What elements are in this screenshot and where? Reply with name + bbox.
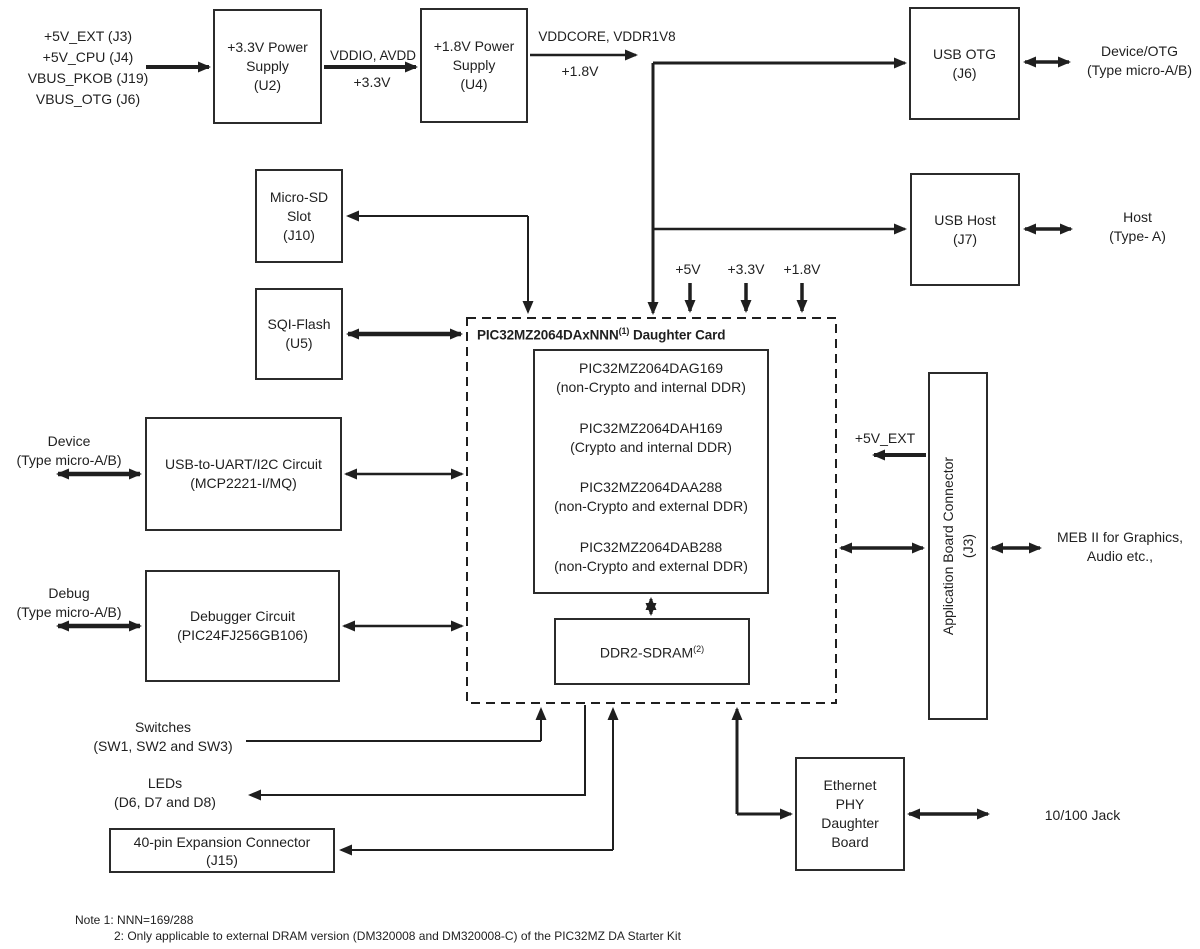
rail-5v-label: +5V bbox=[675, 261, 701, 277]
jack-label: 10/100 Jack bbox=[1044, 807, 1121, 823]
psu-3v3-box bbox=[213, 9, 322, 124]
ddr2-sdram-label bbox=[600, 640, 704, 663]
chip-desc: (non-Crypto and external DDR) bbox=[554, 498, 748, 515]
micro-sd-box bbox=[255, 169, 343, 263]
micro-sd-label: Micro-SD bbox=[269, 188, 329, 205]
plus3v3-label: +3.3V bbox=[353, 74, 391, 90]
ddr2-sdram-box bbox=[554, 618, 750, 685]
usb-uart-ref: (MCP2221-I/MQ) bbox=[190, 475, 297, 491]
usb-host-label: USB Host bbox=[934, 211, 996, 228]
meb-line: MEB II for Graphics, bbox=[1056, 529, 1184, 545]
sqi-flash-box bbox=[255, 288, 343, 380]
vddio-avdd-label: VDDIO, AVDD bbox=[329, 48, 417, 63]
power-input-line: VBUS_OTG (J6) bbox=[35, 91, 141, 107]
chip-desc: (Crypto and internal DDR) bbox=[570, 438, 732, 455]
meb-line: Audio etc., bbox=[1086, 548, 1154, 564]
expansion-connector-ref: (J15) bbox=[206, 851, 238, 868]
host-line: (Type- A) bbox=[1109, 228, 1166, 244]
ethernet-phy-box bbox=[795, 757, 905, 871]
power-input-line: VBUS_PKOB (J19) bbox=[27, 70, 149, 86]
host-label bbox=[1080, 208, 1195, 246]
chip-variant bbox=[535, 419, 767, 457]
usb-otg-ref: (J6) bbox=[952, 64, 977, 81]
ext-5v-label: +5V_EXT bbox=[854, 430, 916, 446]
debugger-ref: (PIC24FJ256GB106) bbox=[177, 627, 308, 643]
daughter-card-title-rest: Daughter Card bbox=[629, 327, 726, 343]
ethernet-phy-label: PHY bbox=[835, 796, 865, 812]
daughter-card-title-sup: (1) bbox=[618, 326, 630, 336]
chip-variant bbox=[535, 359, 767, 397]
daughter-card-title bbox=[477, 326, 725, 343]
psu-1v8-box bbox=[420, 8, 528, 123]
leds-line: (D6, D7 and D8) bbox=[114, 794, 216, 810]
debugger-box bbox=[145, 570, 340, 682]
sqi-flash-ref: (U5) bbox=[285, 335, 313, 351]
psu-3v3-label: Supply bbox=[246, 58, 289, 74]
expansion-connector-label: 40-pin Expansion Connector bbox=[133, 833, 311, 850]
switches-label bbox=[78, 718, 248, 756]
usb-otg-box bbox=[909, 7, 1020, 120]
ddr2-note-sup: (2) bbox=[693, 644, 705, 655]
device-otg-label bbox=[1076, 42, 1200, 80]
debugger-label: Debugger Circuit bbox=[189, 608, 296, 624]
psu-3v3-label: +3.3V Power bbox=[227, 39, 308, 55]
ethernet-phy-label: Ethernet bbox=[823, 777, 877, 793]
ddr2-name: DDR2-SDRAM bbox=[599, 644, 694, 661]
expansion-connector-box bbox=[109, 828, 335, 873]
chip-name: PIC32MZ2064DAA288 bbox=[579, 479, 723, 496]
chip-name: PIC32MZ2064DAB288 bbox=[579, 538, 723, 555]
chip-variants-box bbox=[533, 349, 769, 594]
daughter-card-title-main: PIC32MZ2064DAxNNN bbox=[477, 327, 619, 343]
power-input-line: +5V_CPU (J4) bbox=[42, 49, 134, 65]
chip-name: PIC32MZ2064DAG169 bbox=[579, 360, 723, 376]
switches-line: Switches bbox=[134, 719, 192, 735]
usb-host-ref: (J7) bbox=[952, 230, 978, 247]
meb-label bbox=[1040, 528, 1200, 566]
psu-3v3-ref: (U2) bbox=[253, 77, 282, 93]
rail-3v3-label: +3.3V bbox=[727, 261, 765, 277]
app-board-connector-name: Application Board Connector bbox=[940, 456, 956, 636]
debug-port-line: (Type micro-A/B) bbox=[16, 604, 122, 620]
device-port-line: Device bbox=[47, 433, 91, 449]
leds-label bbox=[95, 774, 235, 812]
device-otg-line: (Type micro-A/B) bbox=[1086, 62, 1192, 78]
note-2: 2: Only applicable to external DRAM version (DM320008 and DM320008-C) of the PIC32MZ DA Starter Kit bbox=[114, 929, 681, 943]
ethernet-phy-label: Daughter bbox=[821, 815, 879, 831]
leds-line: LEDs bbox=[147, 775, 183, 791]
power-input-line: +5V_EXT (J3) bbox=[43, 28, 133, 44]
app-board-connector-label bbox=[938, 376, 978, 716]
psu-1v8-label: Supply bbox=[452, 57, 496, 73]
note-1: Note 1: NNN=169/288 bbox=[75, 913, 194, 927]
chip-desc: (non-Crypto and external DDR) bbox=[554, 557, 748, 574]
power-input-labels bbox=[8, 26, 168, 110]
chip-variant bbox=[535, 478, 767, 516]
chip-name: PIC32MZ2064DAH169 bbox=[579, 419, 723, 436]
chip-variant bbox=[535, 538, 767, 576]
usb-uart-label: USB-to-UART/I2C Circuit bbox=[165, 456, 322, 472]
switches-line: (SW1, SW2 and SW3) bbox=[93, 738, 233, 754]
psu-1v8-ref: (U4) bbox=[460, 76, 488, 92]
device-otg-line: Device/OTG bbox=[1100, 43, 1178, 59]
device-port-line: (Type micro-A/B) bbox=[16, 452, 122, 468]
plus1v8-label: +1.8V bbox=[561, 63, 599, 79]
micro-sd-label: Slot bbox=[286, 207, 312, 224]
micro-sd-ref: (J10) bbox=[283, 226, 315, 243]
host-line: Host bbox=[1123, 209, 1152, 225]
chip-desc: (non-Crypto and internal DDR) bbox=[556, 379, 746, 395]
sqi-flash-label: SQI-Flash bbox=[267, 316, 331, 332]
debug-port-label bbox=[4, 584, 134, 622]
debug-port-line: Debug bbox=[48, 585, 90, 601]
ethernet-phy-label: Board bbox=[831, 834, 869, 850]
usb-uart-box bbox=[145, 417, 342, 531]
usb-host-box bbox=[910, 173, 1020, 286]
psu-1v8-label: +1.8V Power bbox=[433, 38, 515, 54]
app-board-connector-ref: (J3) bbox=[960, 533, 976, 559]
usb-otg-label: USB OTG bbox=[932, 45, 996, 62]
vddcore-label: VDDCORE, VDDR1V8 bbox=[538, 29, 676, 44]
wire-leds bbox=[250, 705, 585, 795]
device-port-label bbox=[4, 432, 134, 470]
rail-1v8-label: +1.8V bbox=[783, 261, 821, 277]
